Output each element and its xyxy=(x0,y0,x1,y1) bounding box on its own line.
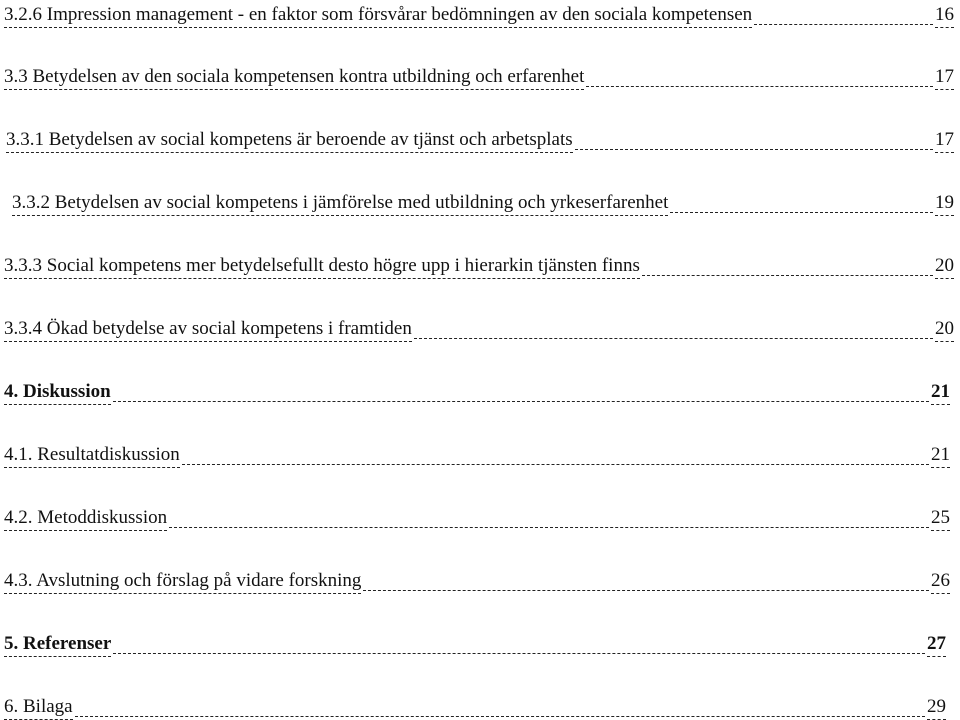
toc-dotted-leader xyxy=(586,86,933,87)
toc-entry-4[interactable] xyxy=(4,379,950,405)
toc-entry-title: 4.2. Metoddiskussion xyxy=(4,507,167,531)
toc-entry-title: 4.1. Resultatdiskussion xyxy=(4,444,180,468)
toc-entry-title: 3.2.6 Impression management - en faktor som försvårar bedömningen av den sociala kompetensen xyxy=(4,4,752,28)
toc-entry-page: 29 xyxy=(927,696,946,720)
toc-entry-title: 4.3. Avslutning och förslag på vidare forskning xyxy=(4,570,361,594)
toc-entry-4-1[interactable] xyxy=(4,442,950,468)
toc-entry-page: 26 xyxy=(931,570,950,594)
toc-entry-page: 20 xyxy=(935,255,954,279)
toc-entry-page: 27 xyxy=(927,633,946,657)
toc-entry-page: 25 xyxy=(931,507,950,531)
toc-dotted-leader xyxy=(113,401,929,402)
toc-entry-title: 5. Referenser xyxy=(4,633,111,657)
toc-dotted-leader xyxy=(642,275,933,276)
toc-entry-4-2[interactable] xyxy=(4,505,950,531)
toc-dotted-leader xyxy=(414,338,933,339)
toc-dotted-leader xyxy=(75,716,925,717)
toc-entry-page: 19 xyxy=(935,192,954,216)
toc-entry-title: 3.3 Betydelsen av den sociala kompetensen kontra utbildning och erfarenhet xyxy=(4,66,584,90)
toc-dotted-leader xyxy=(113,653,925,654)
toc-dotted-leader xyxy=(575,149,933,150)
toc-dotted-leader xyxy=(670,212,933,213)
toc-entry-3-3[interactable] xyxy=(4,64,954,90)
toc-dotted-leader xyxy=(182,464,929,465)
toc-entry-3-2-6[interactable] xyxy=(4,2,954,28)
toc-dotted-leader xyxy=(754,24,933,25)
toc-entry-title: 6. Bilaga xyxy=(4,696,73,720)
toc-entry-page: 17 xyxy=(935,66,954,90)
toc-entry-3-3-3[interactable] xyxy=(4,253,954,279)
toc-dotted-leader xyxy=(169,527,929,528)
toc-dotted-leader xyxy=(363,590,929,591)
toc-entry-page: 21 xyxy=(931,444,950,468)
toc-entry-title: 3.3.3 Social kompetens mer betydelsefullt desto högre upp i hierarkin tjänsten finns xyxy=(4,255,640,279)
toc-entry-4-3[interactable] xyxy=(4,568,950,594)
toc-entry-3-3-2[interactable] xyxy=(12,190,954,216)
toc-entry-title: 4. Diskussion xyxy=(4,381,111,405)
toc-entry-page: 17 xyxy=(935,129,954,153)
toc-entry-page: 20 xyxy=(935,318,954,342)
toc-entry-page: 16 xyxy=(935,4,954,28)
toc-entry-title: 3.3.4 Ökad betydelse av social kompetens i framtiden xyxy=(4,318,412,342)
toc-entry-3-3-1[interactable] xyxy=(6,127,954,153)
toc-entry-page: 21 xyxy=(931,381,950,405)
toc-entry-6[interactable] xyxy=(4,694,946,720)
toc-entry-3-3-4[interactable] xyxy=(4,316,954,342)
toc-entry-title: 3.3.2 Betydelsen av social kompetens i jämförelse med utbildning och yrkeserfarenhet xyxy=(12,192,668,216)
toc-entry-5[interactable] xyxy=(4,631,946,657)
toc-entry-title: 3.3.1 Betydelsen av social kompetens är beroende av tjänst och arbetsplats xyxy=(6,129,573,153)
